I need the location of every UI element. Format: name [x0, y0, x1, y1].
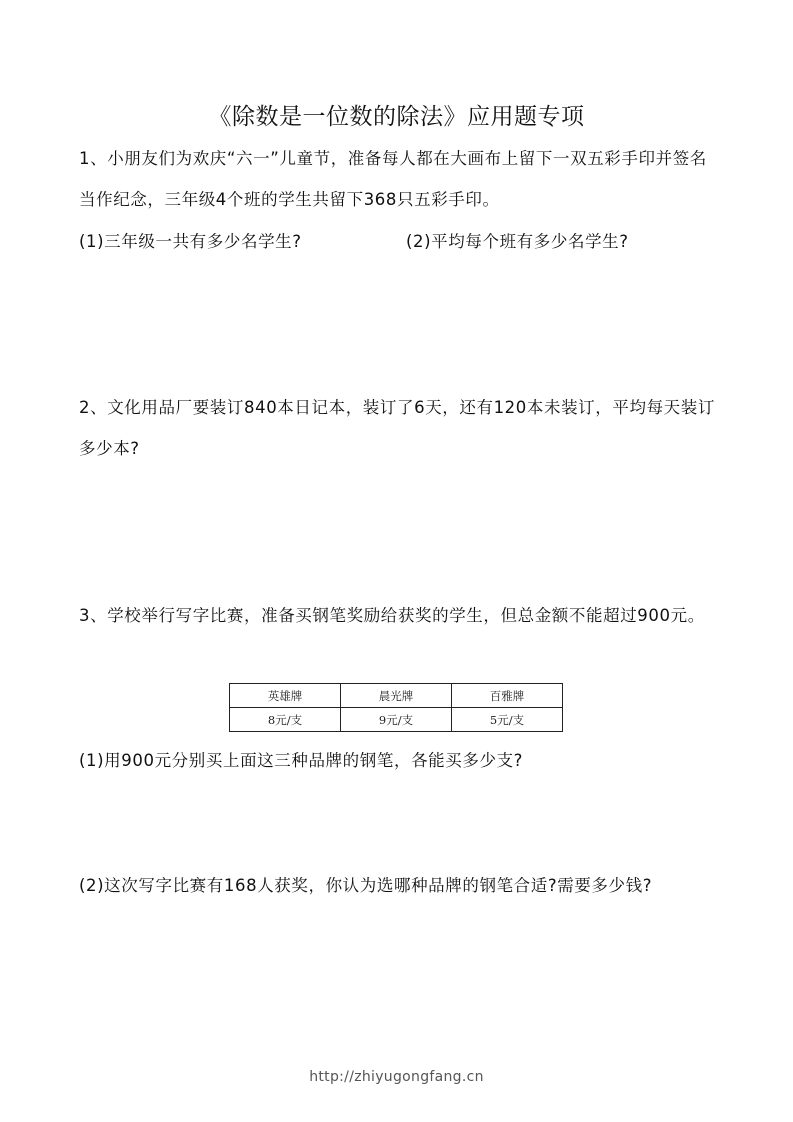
table-header-cell: 英雄牌	[230, 684, 341, 708]
table-header-row	[230, 684, 563, 708]
question-2-text: 2、文化用品厂要装订840本日记本，装订了6天，还有120本未装订，平均每天装订多少本?	[79, 398, 715, 458]
question-3-sub-1: (1)用900元分别买上面这三种品牌的钢笔，各能买多少支?	[79, 751, 524, 770]
table-cell: 9元/支	[341, 708, 452, 732]
question-1-text: 1、小朋友们为欢庆“六一”儿童节，准备每人都在大画布上留下一双五彩手印并签名当作纪念，三年级4个班的学生共留下368只五彩手印。	[79, 149, 707, 209]
footer-url: http://zhiyugongfang.cn	[309, 1069, 484, 1085]
table-cell: 5元/支	[452, 708, 563, 732]
question-1-sub-1: (1)三年级一共有多少名学生?	[79, 232, 302, 251]
table-header-cell: 晨光牌	[341, 684, 452, 708]
table-row	[230, 708, 563, 732]
page-title: 《除数是一位数的除法》应用题专项	[208, 104, 585, 130]
question-3-text: 3、学校举行写字比赛，准备买钢笔奖励给获奖的学生，但总金额不能超过900元。	[79, 606, 705, 625]
question-1-sub-2: (2)平均每个班有多少名学生?	[406, 232, 629, 251]
pen-price-table	[229, 683, 563, 732]
question-3-sub-2: (2)这次写字比赛有168人获奖，你认为选哪种品牌的钢笔合适?需要多少钱?	[79, 876, 653, 895]
table-header-cell: 百雅牌	[452, 684, 563, 708]
table-cell: 8元/支	[230, 708, 341, 732]
